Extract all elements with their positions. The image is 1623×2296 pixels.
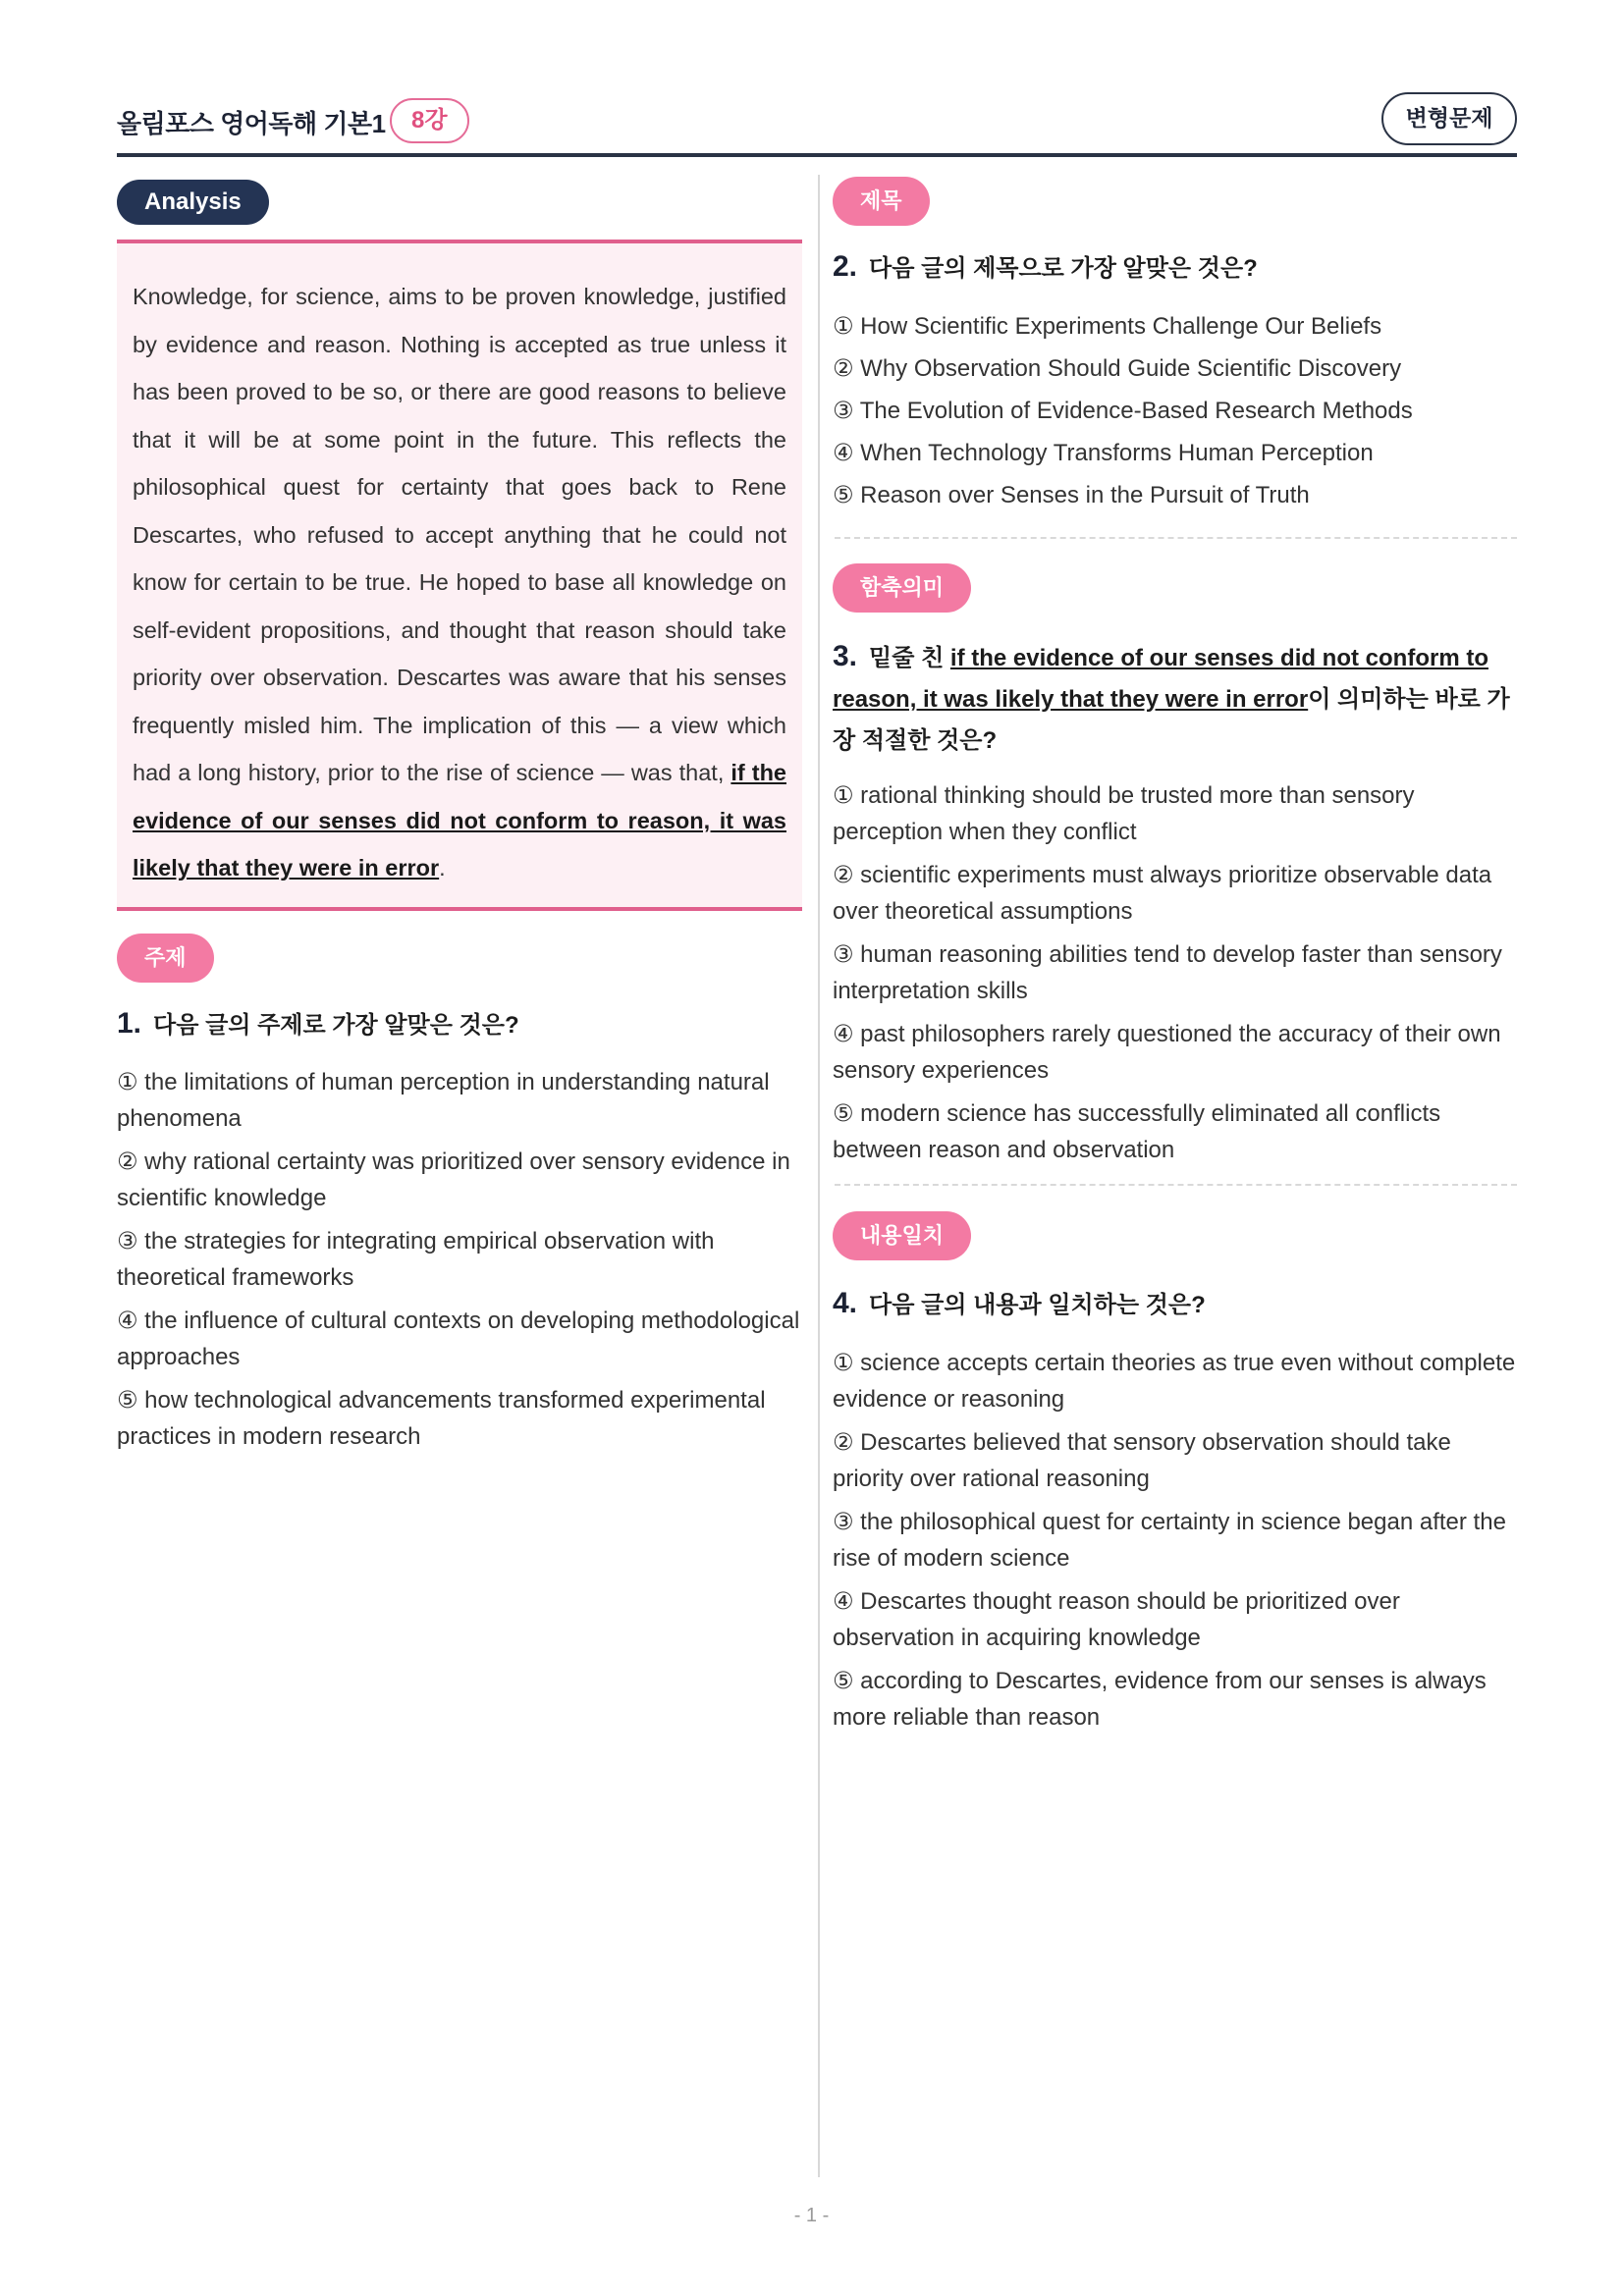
passage-box <box>117 240 802 911</box>
q1-option[interactable]: ③ the strategies for integrating empirical observation with theoretical frameworks <box>117 1228 715 1291</box>
q3-question-post: 이 의미하는 바로 가장 적절한 것은? <box>833 686 1510 754</box>
q2-title <box>833 246 1520 290</box>
q4-option[interactable]: ③ the philosophical quest for certainty in science began after the rise of modern science <box>833 1509 1506 1572</box>
q1-option[interactable]: ④ the influence of cultural contexts on developing methodological approaches <box>117 1308 800 1370</box>
q2-option[interactable]: ③ The Evolution of Evidence-Based Research Methods <box>833 398 1413 424</box>
section-divider <box>835 1184 1517 1186</box>
q2-number: 2. <box>833 250 858 283</box>
page-number: - 1 - <box>793 2205 830 2226</box>
q1-option[interactable]: ① the limitations of human perception in understanding natural phenomena <box>117 1069 770 1132</box>
page-header <box>117 94 1517 157</box>
q1-options <box>117 1064 804 1462</box>
q3-option[interactable]: ① rational thinking should be trusted more than sensory perception when they conflict <box>833 782 1415 845</box>
q2-options <box>833 308 1520 519</box>
q4-option[interactable]: ② Descartes believed that sensory observation should take priority over rational reasoning <box>833 1429 1451 1492</box>
title-tag: 제목 <box>833 177 930 226</box>
type-badge: 변형문제 <box>1381 92 1517 145</box>
q1-title <box>117 1003 804 1046</box>
q3-option[interactable]: ② scientific experiments must always prioritize observable data over theoretical assumptions <box>833 862 1492 925</box>
q1-question: 다음 글의 주제로 가장 알맞은 것은? <box>153 1012 519 1039</box>
column-divider <box>818 175 820 2177</box>
topic-tag: 주제 <box>117 934 214 983</box>
q4-option[interactable]: ⑤ according to Descartes, evidence from our senses is always more reliable than reason <box>833 1668 1487 1731</box>
q4-question: 다음 글의 내용과 일치하는 것은? <box>869 1292 1206 1318</box>
q3-option[interactable]: ③ human reasoning abilities tend to develop faster than sensory interpretation skills <box>833 941 1502 1004</box>
q4-title <box>833 1283 1520 1326</box>
q1-number: 1. <box>117 1007 142 1040</box>
q3-question-underlined: if the evidence of our senses did not conform to reason, it was likely that they were in error <box>833 645 1488 713</box>
passage-underlined: if the evidence of our senses did not conform to reason, it was likely that they were in error <box>133 760 786 881</box>
q2-question: 다음 글의 제목으로 가장 알맞은 것은? <box>869 255 1258 282</box>
q1-option[interactable]: ② why rational certainty was prioritized over sensory evidence in scientific knowledge <box>117 1148 790 1211</box>
passage-text <box>133 273 786 892</box>
section-divider <box>835 537 1517 539</box>
content-match-tag: 내용일치 <box>833 1211 971 1260</box>
q3-title <box>833 636 1520 762</box>
analysis-tag: Analysis <box>117 180 269 225</box>
passage-body: Knowledge, for science, aims to be proven knowledge, justified by evidence and reason. Nothing is accepted as true unless it has been proved to be so, or there are good reasons to believe that it will be at some point in the future. This reflects the philosophical quest for certainty that goes back to Rene Descartes, who refused to accept anything that he could not know for certain to be true. He hoped to base all knowledge on self-evident propositions, and thought that reason should take priority over observation. Descartes was aware that his senses frequently misled him. The implication of this — a view which had a long history, prior to the rise of science — was that, <box>133 284 786 785</box>
implication-tag: 함축의미 <box>833 563 971 613</box>
q4-option[interactable]: ① science accepts certain theories as true even without complete evidence or reasoning <box>833 1350 1516 1413</box>
q3-question-pre: 밑줄 친 <box>869 645 950 671</box>
q3-option[interactable]: ⑤ modern science has successfully eliminated all conflicts between reason and observation <box>833 1100 1441 1163</box>
book-title: 올림포스 영어독해 기본1 <box>117 109 386 138</box>
q3-number: 3. <box>833 640 858 672</box>
q3-options <box>833 777 1520 1175</box>
lesson-badge: 8강 <box>390 98 469 143</box>
q4-option[interactable]: ④ Descartes thought reason should be prioritized over observation in acquiring knowledge <box>833 1588 1400 1651</box>
q2-option[interactable]: ① How Scientific Experiments Challenge Our Beliefs <box>833 313 1382 340</box>
q2-option[interactable]: ⑤ Reason over Senses in the Pursuit of Truth <box>833 482 1310 508</box>
q4-number: 4. <box>833 1287 858 1319</box>
q3-option[interactable]: ④ past philosophers rarely questioned the accuracy of their own sensory experiences <box>833 1021 1501 1084</box>
q1-option[interactable]: ⑤ how technological advancements transformed experimental practices in modern research <box>117 1387 766 1450</box>
q2-option[interactable]: ④ When Technology Transforms Human Perception <box>833 440 1374 466</box>
q4-options <box>833 1345 1520 1742</box>
q2-option[interactable]: ② Why Observation Should Guide Scientific Discovery <box>833 355 1402 382</box>
passage-end: . <box>439 855 446 881</box>
